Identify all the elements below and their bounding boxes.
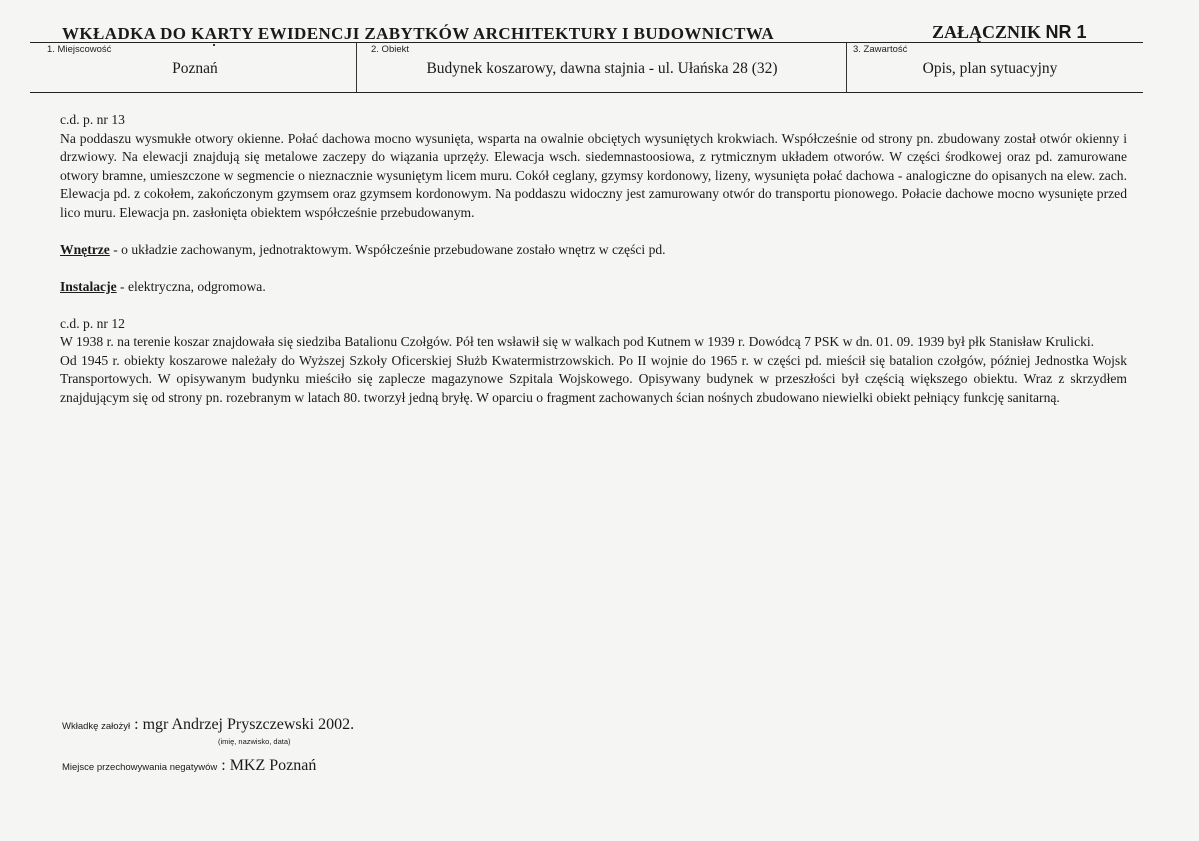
installations-paragraph: [60, 278, 1127, 297]
header-bottom-rule: [30, 92, 1143, 93]
field-divider-2: [846, 43, 847, 92]
header-top-rule: [30, 42, 1143, 43]
annex-number: [932, 22, 1087, 43]
locality-value: Poznań: [172, 60, 218, 77]
history-paragraph-2: Od 1945 r. obiekty koszarowe należały do Wyższej Szkoły Oficerskiej Służb Kwatermistrzowskich. Po II wojnie do 1965 r. w części pd. mieścił się batalion czołgów, później Jednostka Wojsk Transportowych. W opisywanym budynku mieściło się zaplecze magazynowe Szpitala Wojskowego. Opisywany budynek w przeszłości był częścią większego obiektu. Wraz z skrzydłem znajdującym się od strony pn. rozebranym w latach 80. tworzył jedną bryłę. W oparciu o fragment zachowanych ścian nośnych zbudowano niewielki obiekt pełniący funkcję sanitarną.: [60, 352, 1127, 405]
author-line: Wkładkę założył : mgr Andrzej Pryszczewski 2002.: [62, 716, 355, 733]
storage-line: Miejsce przechowywania negatywów : MKZ Poznań: [62, 757, 317, 774]
storage-label: Miejsce przechowywania negatywów: [62, 762, 218, 773]
contents-value: Opis, plan sytuacyjny: [922, 60, 1058, 77]
continuation-ref-12: c.d. p. nr 12: [60, 315, 125, 331]
annex-nr: NR 1: [1045, 22, 1087, 42]
interior-text: - o układzie zachowanym, jednotraktowym. Współcześnie przebudowane zostało wnętrz w części pd.: [109, 241, 666, 257]
description-body: [60, 111, 1127, 407]
field-divider-1: [356, 43, 357, 92]
continuation-ref-13: c.d. p. nr 13: [60, 112, 125, 127]
document-title: WKŁADKA DO KARTY EWIDENCJI ZABYTKÓW ARCHITEKTURY I BUDOWNICTWA: [62, 24, 775, 43]
object-value: Budynek koszarowy, dawna stajnia - ul. Ułańska 28 (32): [426, 60, 778, 77]
author-note: (imię, nazwisko, data): [218, 737, 291, 746]
author-value: mgr Andrzej Pryszczewski 2002.: [142, 716, 355, 733]
author-label: Wkładkę założył: [62, 721, 131, 732]
installations-text: - elektryczna, odgromowa.: [116, 278, 266, 294]
installations-heading: Instalacje: [60, 278, 117, 294]
contents-label: 3. Zawartość: [853, 44, 908, 55]
locality-label: 1. Miejscowość: [47, 44, 112, 55]
interior-paragraph: [60, 241, 1127, 260]
object-label: 2. Obiekt: [371, 44, 410, 55]
history-paragraph-1: W 1938 r. na terenie koszar znajdowała się siedziba Batalionu Czołgów. Pół ten wsławił się w walkach pod Kutnem w 1939 r. Dowódcą 7 PSK w dn. 01. 09. 1939 był płk Stanisław Krulicki.: [60, 334, 1095, 349]
scan-speck: [213, 44, 215, 46]
annex-prefix: ZAŁĄCZNIK: [932, 22, 1042, 42]
interior-heading: Wnętrze: [60, 241, 110, 257]
exterior-description: Na poddaszu wysmukłe otwory okienne. Połać dachowa mocno wysunięta, wsparta na owalnie obciętych wysuniętych krokwiach. Współcześnie od strony pn. zbudowany został otwór okienny i drzwiowy. Na elewacji znajdują się metalowe zaczepy do wiązania uprzęży. Elewacja wsch. siedemnastoosiowa, z rytmicznym układem otworów. W części środkowej oraz pd. zamurowane otwory bramne, umieszczone w segmencie o nieznacznie wysuniętym licem muru. Cokół ceglany, gzymsy kordonowy, lizeny, wysunięta połać dachowa - analogiczne do opisanych na elew. zach. Elewacja pd. z cokołem, zakończonym gzymsem oraz gzymsem kordonowym. Na poddaszu widoczny jest zamurowany otwór do transportu pionowego. Połacie dachowe mocno wysunięte przed lico muru. Elewacja pn. zasłonięta obiektem współcześnie przebudowanym.: [60, 130, 1127, 220]
storage-value: MKZ Poznań: [229, 757, 317, 774]
